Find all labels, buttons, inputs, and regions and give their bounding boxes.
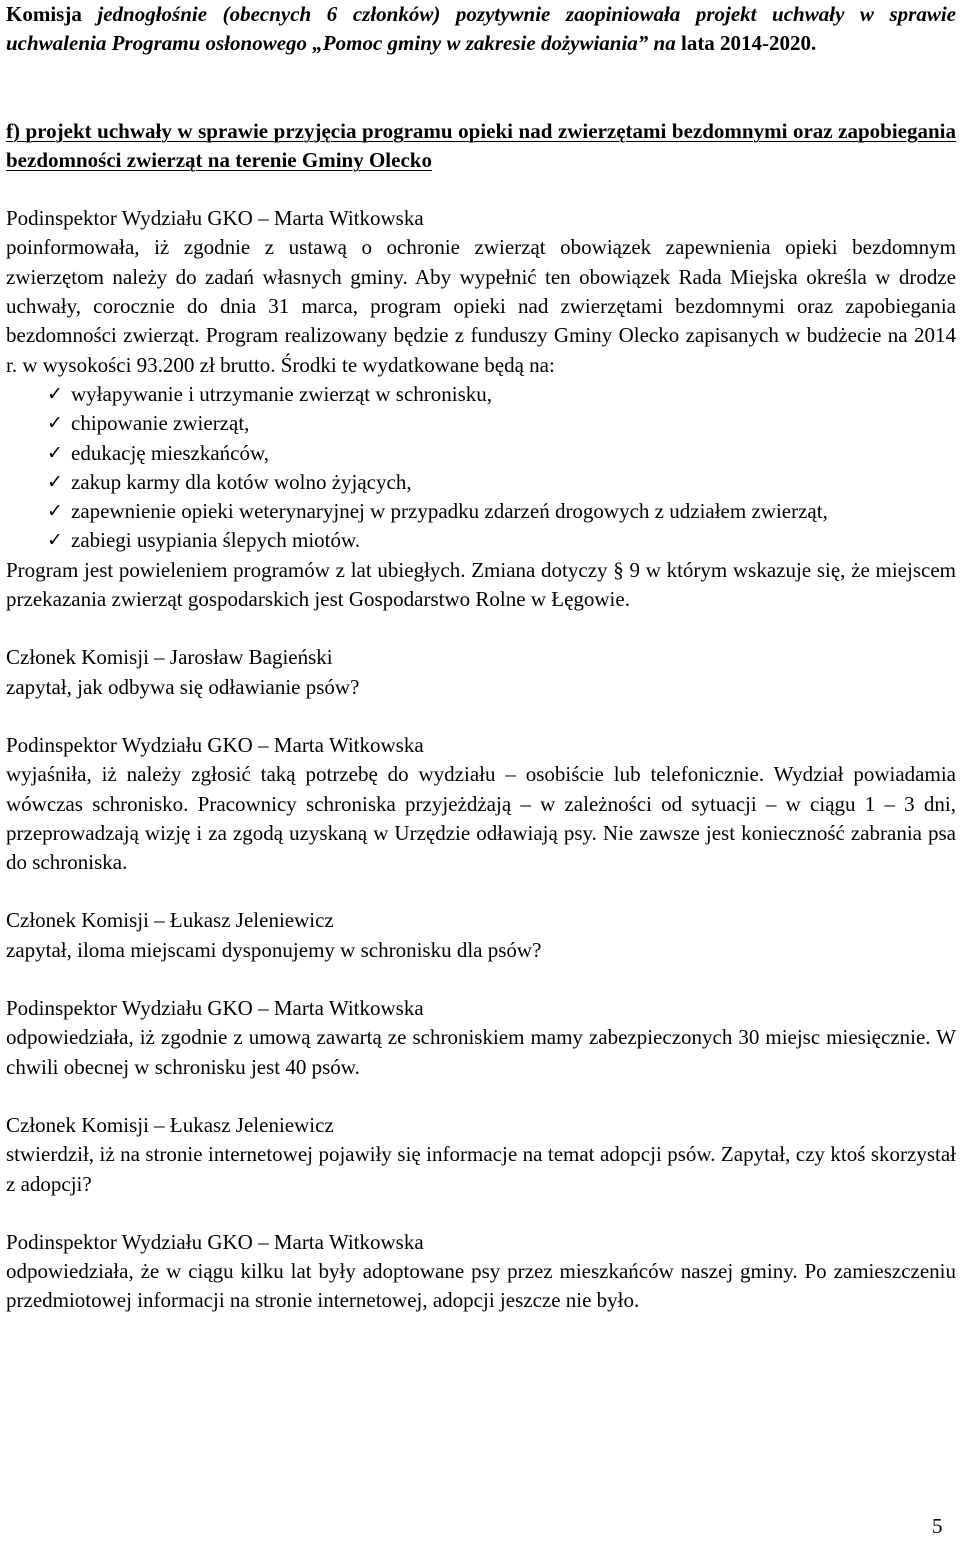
section-f-heading: f) projekt uchwały w sprawie przyjęcia programu opieki nad zwierzętami bezdomnymi oraz zapobiegania bezdomności zwierząt na terenie Gminy Olecko [6,118,956,172]
checkmark-icon: ✓ [47,412,63,435]
speech-text: stwierdził, iż na stronie internetowej pojawiły się informacje na temat adopcji psów. Zapytał, czy ktoś skorzystał z adopcji? [6,1142,956,1196]
spacer [6,1199,956,1228]
list-item-text: wyłapywanie i utrzymanie zwierząt w schronisku, [71,381,493,406]
speaker-heading: Podinspektor Wydziału GKO – Marta Witkowska [6,1229,424,1254]
list-item [49,526,956,555]
spacer [6,175,956,204]
spacer [6,59,956,88]
spacer [6,88,956,117]
opinion-bold-a: Komisja [6,2,98,26]
checkmark-icon: ✓ [47,441,63,464]
opinion-italic-b: pozytywnie zaopiniowała projekt uchwały w sprawie uchwalenia Programu osłonowego „Pomoc gminy w zakresie dożywiania” na [6,2,956,56]
speech-text: zapytał, iloma miejscami dysponujemy w schronisku dla psów? [6,937,542,962]
speaker-heading: Członek Komisji – Jarosław Bagieński [6,645,333,670]
document-page [6,0,956,1316]
list-item [49,439,956,468]
list-item-text: zakup karmy dla kotów wolno żyjących, [71,469,412,494]
opinion-italic-a: jednogłośnie (obecnych 6 członków) [97,2,441,26]
list-item-text: zabiegi usypiania ślepych miotów. [71,528,361,553]
list-item [49,380,956,409]
checkmark-icon: ✓ [47,382,63,405]
page-number: 5 [932,1514,943,1538]
checkmark-icon: ✓ [47,529,63,552]
spacer [6,965,956,994]
list-item [49,468,956,497]
expenditure-list [6,380,956,556]
speech-text: poinformowała, iż zgodnie z ustawą o ochronie zwierząt obowiązek zapewnienia opieki bezdomnym zwierzętom należy do zadań własnych gminy. Aby wypełnić ten obowiązek Rada Miejska określa w drodze uchwały, corocznie do dnia 31 marca, program opieki nad zwierzętami bezdomnymi oraz zapobiegania bezdomności zwierząt. Program realizowany będzie z funduszy Gminy Olecko zapisanych w budżecie na 2014 r. w wysokości 93.200 zł brutto. Środki te wydatkowane będą na: [6,235,956,377]
spacer [6,614,956,643]
speech-text: zapytał, jak odbywa się odławianie psów? [6,674,360,699]
opinion-end: lata 2014-2020. [675,31,817,56]
speaker-heading: Członek Komisji – Łukasz Jeleniewicz [6,908,334,933]
speaker-heading: Podinspektor Wydziału GKO – Marta Witkowska [6,996,424,1021]
speech-text: odpowiedziała, że w ciągu kilku lat były adoptowane psy przez mieszkańców naszej gminy. Po zamieszczeniu przedmiotowej informacji na stronie internetowej, adopcji jeszcze nie było. [6,1259,956,1313]
speaker-heading: Podinspektor Wydziału GKO – Marta Witkowska [6,206,424,231]
list-item-text: edukację mieszkańców, [71,440,270,465]
speech-text: Program jest powieleniem programów z lat ubiegłych. Zmiana dotyczy § 9 w którym wskazuje się, że miejscem przekazania zwierząt gospodarskich jest Gospodarstwo Rolne w Łęgowie. [6,557,956,612]
list-item [49,409,956,438]
opinion-space [440,2,456,26]
checkmark-icon: ✓ [47,470,63,493]
spacer [6,1082,956,1111]
list-item-text: zapewnienie opieki weterynaryjnej w przypadku zdarzeń drogowych z udziałem zwierząt, [71,499,828,524]
checkmark-icon: ✓ [47,500,63,523]
commission-opinion [6,0,956,59]
speaker-heading: Członek Komisji – Łukasz Jeleniewicz [6,1112,334,1137]
list-item-text: chipowanie zwierząt, [71,411,250,436]
spacer [6,702,956,731]
speech-text: wyjaśniła, iż należy zgłosić taką potrzebę do wydziału – osobiście lub telefonicznie. Wydział powiadamia wówczas schronisko. Pracownicy schroniska przyjeżdżają – w zależności od sytuacji – w ciągu 1 – 3 dni, przeprowadzają wizję i za zgodą uzyskaną w Urzędzie odławiają psy. Nie zawsze jest konieczność zabrania psa do schroniska. [6,762,956,875]
list-item [49,497,956,526]
spacer [6,877,956,906]
speech-text: odpowiedziała, iż zgodnie z umową zawartą ze schroniskiem mamy zabezpieczonych 30 miejsc miesięcznie. W chwili obecnej w schronisku jest 40 psów. [6,1025,956,1079]
speaker-heading: Podinspektor Wydziału GKO – Marta Witkowska [6,732,424,757]
